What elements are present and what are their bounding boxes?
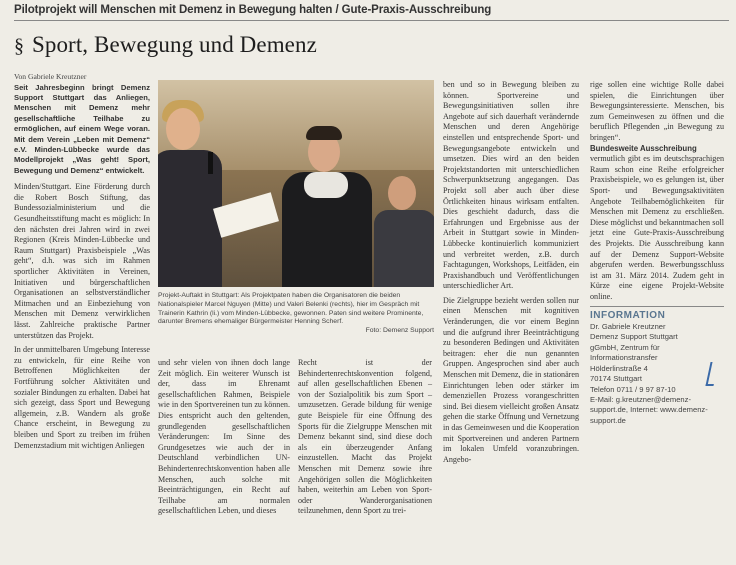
photo-credit: Foto: Demenz Support	[365, 327, 434, 335]
body-paragraph: ben und so in Bewegung bleiben zu können. Sportvereine und Bewegungsinitiativen sollen ihre Angebote auf sich dauerhaft verändernde Menschen und deren Angehörige einstellen und entsprechende Sport- und Bewegungsangebote entwickeln und umsetzen. Dies wird an den beiden Projektstandorten mit unterschiedlichen Schwerpunktsetzung angegangen. Das Projekt soll aber auch über diese Örtlichkeiten hinaus wirksam entfalten. Dies geschieht dadurch, dass die Erfahrungen und Ergebnisse aus der Arbeit in Stuttgart sowie in Minden-Lübbecke kontinuierlich kommuniziert und verbreitet werden, z.B. durch Fachtagungen, Workshops, Leitfäden, ein Praxishandbuch und Veröffentlichungen unterschiedlicher Art.	[443, 80, 579, 291]
caption-text: Projekt-Auftakt in Stuttgart: Als Projektpaten haben die Organisatoren die beiden Nationalspieler Marcel Nguyen (Mitte) und Valeri Belenki (rechts), hier im Gespräch mit Trainerin Kathrin (li.) vom Minden-Lübbecke, gewonnen. Paten sind weitere Prominente, darunter Bremens ehemaliger Bürgermeister Henning Scherf.	[158, 292, 424, 326]
article-photo	[158, 80, 434, 287]
body-paragraph: und sehr vielen von ihnen doch lange Zeit möglich. Ein weiterer Wunsch ist der, dass im Ehrenamt gesellschaftlichen Rahmen, Beispiele wie in den Sportvereinen tun zu können. Dies entspricht auch den geltenden, grundlegenden gesellschaftlichen Veränderungen: Im Sinne des Grundgesetzes wie auch der in Deutschland verbindlichen UN-Behindertenrechtskonvention haben alle Menschen, auch solche mit Beeinträchtigungen, ein Recht auf Teilhabe am normalen gesellschaftlichen Leben, und dieses	[158, 358, 290, 516]
body-paragraph: vermutlich gibt es im deutschsprachigen Raum schon eine Reihe erfolgreicher Praxisbeispiele, wo es gelungen ist, über Sport- und Bewegungsaktivitäten Angebote Teilhabemöglichkeiten für Menschen mit Demenz zu erschließen. Diese möglichst und bekanntmachen soll jetzt eine Gute-Praxis-Ausschreibung des Projekts. Die Ausschreibung kann auf der Demenz Support-Website abgerufen werden. Bewerbungsschluss ist am 31. März 2014. Zudem geht in Kürze eine eigene Projekt-Website online.	[590, 154, 724, 301]
body-paragraph: In der unmittelbaren Umgebung Interesse zu entwickeln, für eine Reihe von Betroffenen Möglichkeiten der Fortführung solcher Aktivitäten und sozialer Bindungen zu erhalten. Dabei hat sich gezeigt, dass Sport und Bewegung allgemein, z.B. Wandern als große Chance erscheint, in Bewegung zu bleiben und Sport zu treiben im frühen Demenzstadium mit wichtigen Anliegen	[14, 345, 150, 450]
divider	[14, 20, 729, 21]
info-box	[590, 322, 724, 426]
lead-paragraph: Seit Jahresbeginn bringt Demenz Support Stuttgart das Anliegen, Menschen mit Demenz mehr gesellschaftliche Teilhabe zu ermöglichen, auf einem Wege voran. Mit dem Verein „Leben mit Demenz“ e.V. Minden-Lübbecke wurde das Modellprojekt „Was geht! Sport, Bewegung und Demenz“ entwickelt.	[14, 82, 150, 175]
info-line: Demenz Support Stuttgart	[590, 332, 678, 342]
info-line: Hölderlinstraße 4	[590, 363, 648, 373]
byline: Von Gabriele Kreutzner	[14, 72, 87, 81]
subheading: Bundesweite Ausschreibung	[590, 143, 697, 153]
body-paragraph: Recht ist der Behindertenrechtskonvention folgend, auf allen gesellschaftlichen Ebenen – von der Sozialpolitik bis zum Sport – umzusetzen. Gerade bildung für wenige gute Beispiele für eine Öffnung des Sports für die Zielgruppe Menschen mit Demenz bekannt sind, sind diese doch als ein überzeugender Anfang einzustellen. Macht das Projekt Menschen mit Demenz sowie ihre Angehörigen sollen die Möglichkeiten haben, weiterhin am Leben von Sport- oder Wanderorganisationen teilzunehmen, denn Sport zu trei-	[298, 358, 432, 516]
column-1	[14, 72, 150, 451]
section-mark-icon: §	[14, 35, 25, 57]
info-box-title: INFORMATION	[590, 306, 724, 322]
body-paragraph: rige sollen eine wichtige Rolle dabei spielen, die Einrichtungen über Bewegungsinteressierte. Menschen, bis zum Gemeinwesen zu öffnen und die beruflich Pflegenden „in Bewegung zu bringen“.	[590, 80, 724, 142]
column-2	[158, 358, 290, 517]
column-5	[590, 80, 724, 426]
microphone-icon	[208, 152, 213, 174]
body-paragraph: Die Zielgruppe bezieht werden sollen nur einen Menschen mit kognitiven Veränderungen, die vor einem Beginn und die aufgrund ihrer Beeinträchtigung zu besonderen Bedingen und Aktivitäten beitragen: eher die nun genannten Gruppen. Angesprochen sind aber auch Menschen mit Demenz, die in stationären Einrichtungen leben oder stärker im demenziellen Prozess vorangeschritten sind. Bei diesem vielleicht großen Ansatz gehen die starke Öffnung und Vernetzung in das Gemeinwesen und die Kooperation mit Sportvereinen und anderen Partnern im lokalen Umfeld voranzubringen. Angebo-	[443, 295, 579, 464]
headline-text: Sport, Bewegung und Demenz	[31, 32, 317, 57]
headline	[14, 32, 317, 58]
info-line: E-Mail: g.kreutzner@demenz-support.de, Internet: www.demenz-support.de	[590, 394, 708, 425]
column-3	[298, 358, 432, 517]
column-4	[443, 80, 579, 465]
info-line: Dr. Gabriele Kreutzner	[590, 322, 666, 332]
body-paragraph: Minden/Stuttgart. Eine Förderung durch die Robert Bosch Stiftung, das Bundessozialministerium und die Gesundheitsstiftung macht es möglich: In den nächsten drei Jahren wird in zwei Regionen (Kreis Minden-Lübbecke und Raum Stuttgart) Praxisbeispiele „Was geht“, d.h. was sich im Rahmen sportlicher Aktivitäten in Vereinen, Initiativen und bürgerschaftlichen Organisationen an selbstverständlicher Mitmachen und an Einbeziehung von Menschen mit Demenz verwirklichen lässt. Zahlreiche praktische Partner unterstützen das Projekt.	[14, 182, 150, 340]
kicker: Pilotprojekt will Menschen mit Demenz in Bewegung halten / Gute-Praxis-Ausschreibung	[14, 4, 492, 16]
photo-caption	[158, 292, 434, 336]
info-line: 70174 Stuttgart	[590, 374, 642, 384]
info-line: gGmbH, Zentrum für Informationstransfer	[590, 342, 660, 363]
info-line: Telefon 0711 / 9 97 87-10	[590, 384, 676, 394]
